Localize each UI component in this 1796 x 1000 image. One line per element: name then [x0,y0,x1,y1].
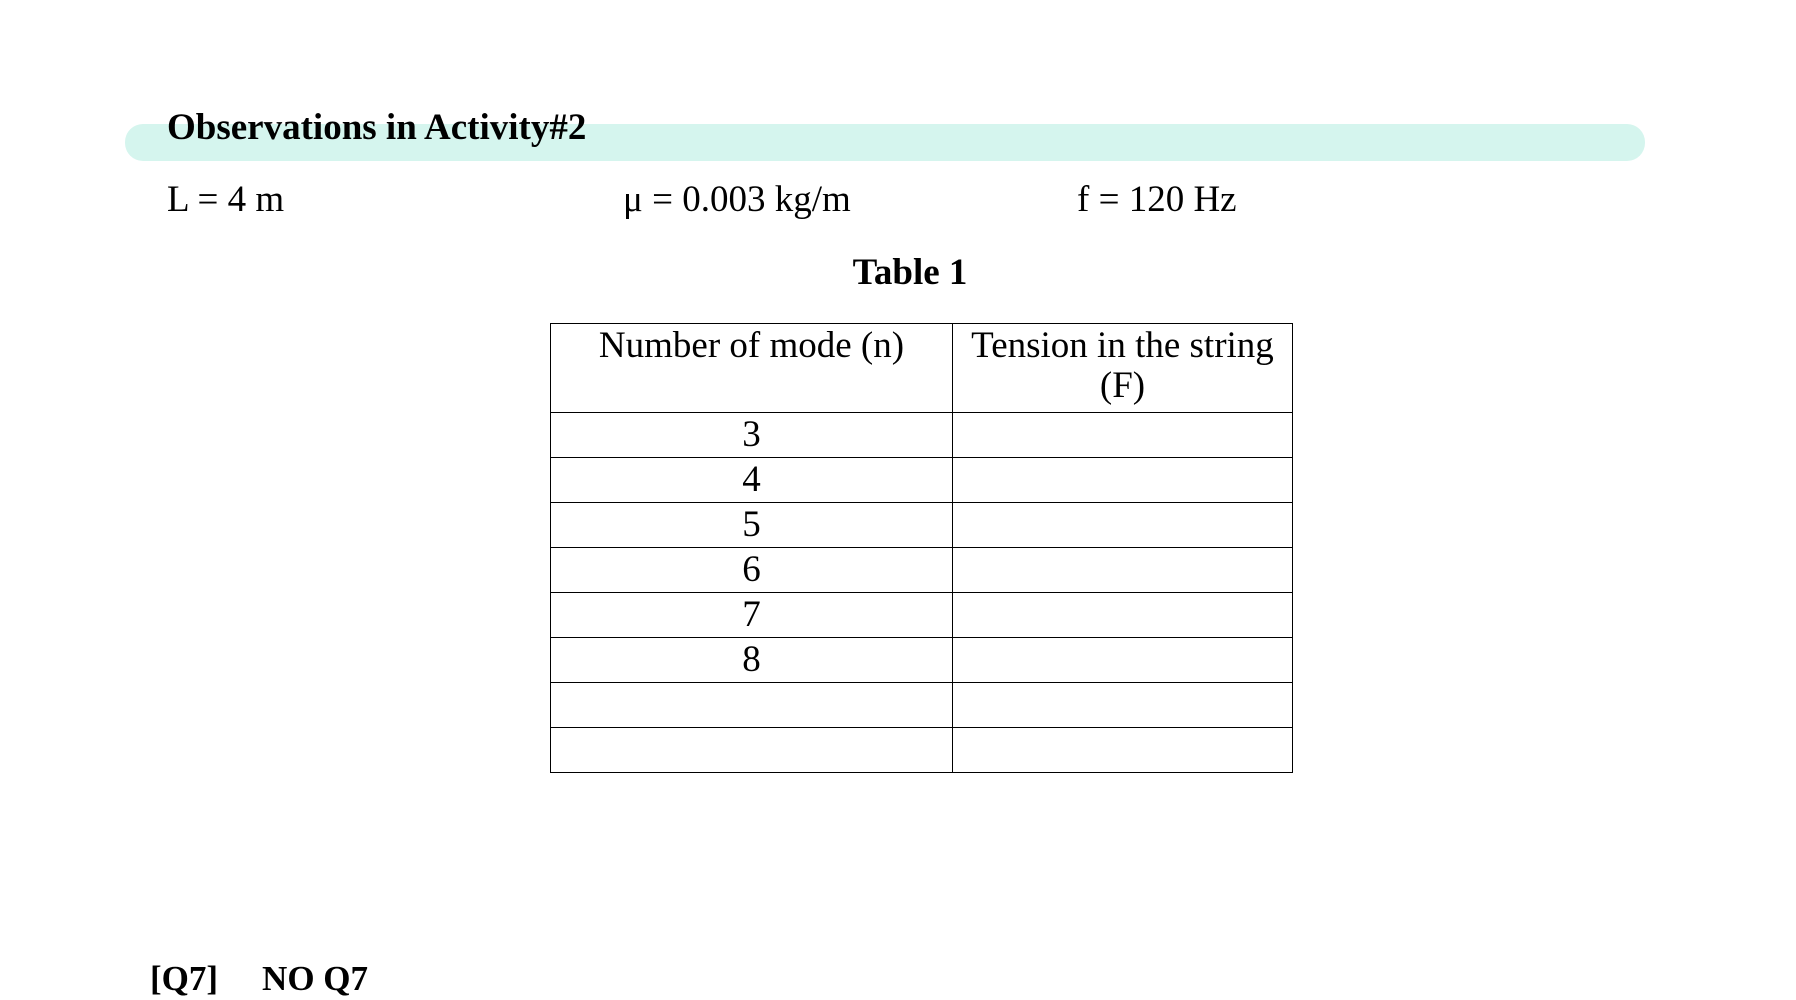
mode-cell[interactable] [551,728,953,773]
question-footer [150,958,368,1000]
table-caption: Table 1 [852,252,968,293]
linear-density-parameter: μ = 0.003 kg/m [623,179,851,220]
table-header-row [551,324,1293,413]
table-row [551,638,1293,683]
header-tension [953,324,1293,413]
tension-cell[interactable] [953,728,1293,773]
tension-cell[interactable] [953,638,1293,683]
tension-cell[interactable] [953,413,1293,458]
observations-table [550,323,1293,773]
table-row [551,728,1293,773]
tension-cell[interactable] [953,503,1293,548]
header-mode-number-label: Number of mode (n) [598,325,905,366]
table-row [551,503,1293,548]
table-row [551,683,1293,728]
mode-cell: 8 [551,638,953,683]
mode-cell[interactable] [551,683,953,728]
section-heading: Observations in Activity#2 [167,107,587,148]
length-parameter: L = 4 m [167,179,285,220]
tension-cell[interactable] [953,548,1293,593]
table-row [551,593,1293,638]
question-note: NO Q7 [262,959,369,998]
tension-cell[interactable] [953,593,1293,638]
header-mode-number [551,324,953,413]
frequency-parameter: f = 120 Hz [1077,179,1237,220]
tension-cell[interactable] [953,683,1293,728]
header-tension-label: Tension in the string (F) [971,325,1274,406]
table-row [551,458,1293,503]
table-row [551,413,1293,458]
mode-cell: 3 [551,413,953,458]
mode-cell: 7 [551,593,953,638]
question-label: [Q7] [150,959,219,998]
mode-cell: 4 [551,458,953,503]
tension-cell[interactable] [953,458,1293,503]
mode-cell: 6 [551,548,953,593]
mode-cell: 5 [551,503,953,548]
table-row [551,548,1293,593]
